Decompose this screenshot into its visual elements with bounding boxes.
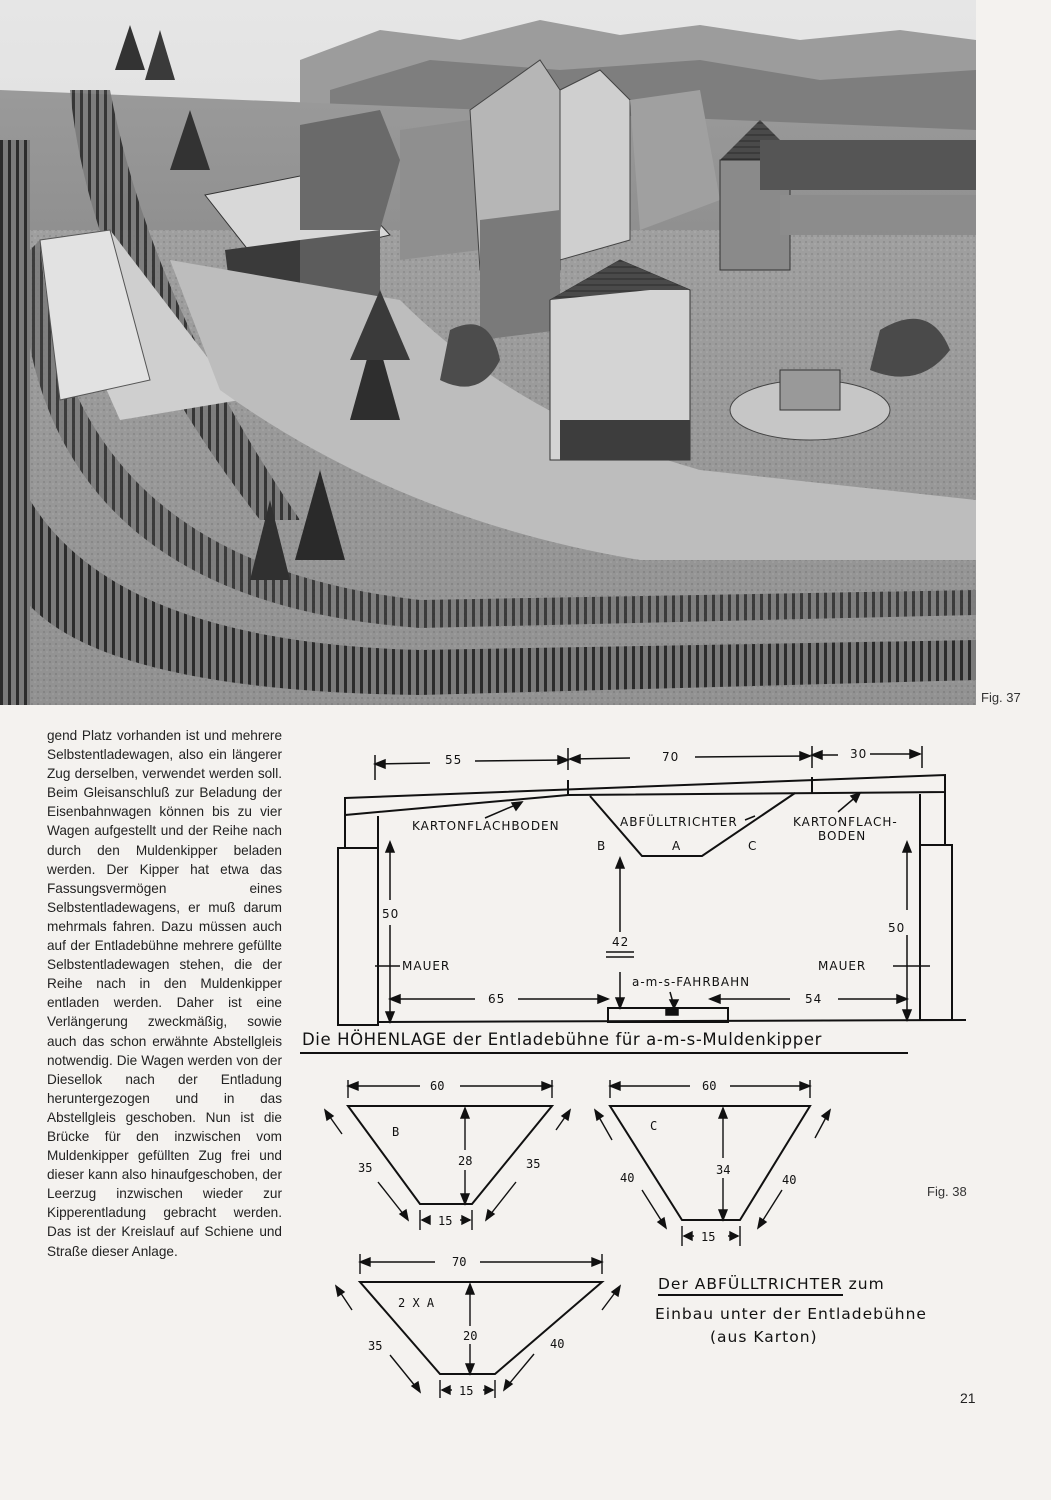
heading-underline: [300, 1052, 908, 1054]
dim-55: 55: [445, 753, 463, 767]
kartonflach-label: KARTONFLACH-: [793, 815, 898, 829]
dim-54: 54: [805, 992, 823, 1006]
caption-line-3: (aus Karton): [710, 1328, 818, 1346]
part-b-height: 28: [458, 1154, 473, 1168]
part-c-label: C: [650, 1119, 658, 1133]
part-b-right: 35: [526, 1157, 541, 1171]
part-a-bottom: 15: [459, 1384, 474, 1398]
diagram-heading: Die HÖHENLAGE der Entladebühne für a-m-s-Muldenkipper: [302, 1030, 822, 1049]
body-text-column: gend Platz vorhanden ist und mehrere Selbstentladewagen, also ein längerer Zug derselben, verwendet werden soll. Beim Gleisanschluß zur Beladung der Eisenbahnwagen können bis zu vier Wagen aufgestellt und der Reihe nach durch den Muldenkipper beladen werden. Der Kipper hat etwa das Fassungsvermögen eines Selbstentladewagens, er muß darum mehrmals fahren. Dazu müssen auch auf der Entladebühne mehrere gefüllte Selbstentladewagen stehen, die der Reihe nach in den Muldenkipper entladen werden. Daher ist eine Verlängerung zweckmäßig, sowie auch das schon erwähnte Abstellgleis notwendig. Die Wagen werden von der Diesellok nach der Entladung heruntergezogen und in das Abstellgleis geschoben. Nun ist die Brücke für den inzwischen vom Muldenkipper gefüllten Zug frei und dieser kann also hinaufgeschoben, der Leerzug inzwischen wieder zur Kipperentladung gebracht werden. Das ist der Kreislauf auf Schiene und Straße dieser Anlage.: [47, 728, 282, 1259]
hopper-b-label: B: [597, 839, 607, 853]
model-railway-photo: [0, 0, 976, 705]
part-c-top: 60: [702, 1079, 717, 1093]
part-c-bottom: 15: [701, 1230, 716, 1244]
fig-38-label: Fig. 38: [927, 1184, 967, 1199]
part-b-top: 60: [430, 1079, 445, 1093]
unloading-platform-elevation-diagram: [290, 720, 980, 1030]
hopper-a-label: A: [672, 839, 682, 853]
trapezoid-c: [610, 1106, 810, 1220]
part-b-label: B: [392, 1125, 400, 1139]
dim-65: 65: [488, 992, 506, 1006]
mauer-right-label: MAUER: [818, 959, 867, 973]
trapezoid-a: [360, 1282, 602, 1374]
page-number: 21: [960, 1390, 976, 1406]
hopper-parts-diagram: [320, 1070, 880, 1400]
dim-50-left: 50: [382, 907, 400, 921]
caption-line-2: Einbau unter der Entladebühne: [655, 1305, 927, 1323]
trapezoid-b: [348, 1106, 552, 1204]
part-b-bottom: 15: [438, 1214, 453, 1228]
fig-37-label: Fig. 37: [981, 690, 1021, 705]
model-railway-layout-photo-icon: [0, 0, 976, 705]
part-b-left: 35: [358, 1161, 373, 1175]
kartonflachboden-label: KARTONFLACHBODEN: [412, 819, 560, 833]
abfuelltrichter-label: ABFÜLLTRICHTER: [620, 815, 738, 829]
mauer-left-label: MAUER: [402, 959, 451, 973]
dim-30: 30: [850, 747, 868, 761]
part-a-label: 2 X A: [398, 1296, 435, 1310]
dim-50-right: 50: [888, 921, 906, 935]
fahrbahn-label: a-m-s-FAHRBAHN: [632, 975, 751, 989]
part-c-height: 34: [716, 1163, 731, 1177]
part-a-right: 40: [550, 1337, 565, 1351]
dim-70-top: 70: [662, 750, 680, 764]
dim-42: 42: [612, 935, 630, 949]
part-a-height: 20: [463, 1329, 478, 1343]
caption-zum: zum: [848, 1275, 885, 1293]
caption-line-1: [658, 1275, 885, 1293]
boden-label: BODEN: [818, 829, 867, 843]
part-a-top: 70: [452, 1255, 467, 1269]
part-a-left: 35: [368, 1339, 383, 1353]
hopper-c-label: C: [748, 839, 758, 853]
caption-title: Der ABFÜLLTRICHTER: [658, 1275, 843, 1296]
part-c-right: 40: [782, 1173, 797, 1187]
part-c-left: 40: [620, 1171, 635, 1185]
